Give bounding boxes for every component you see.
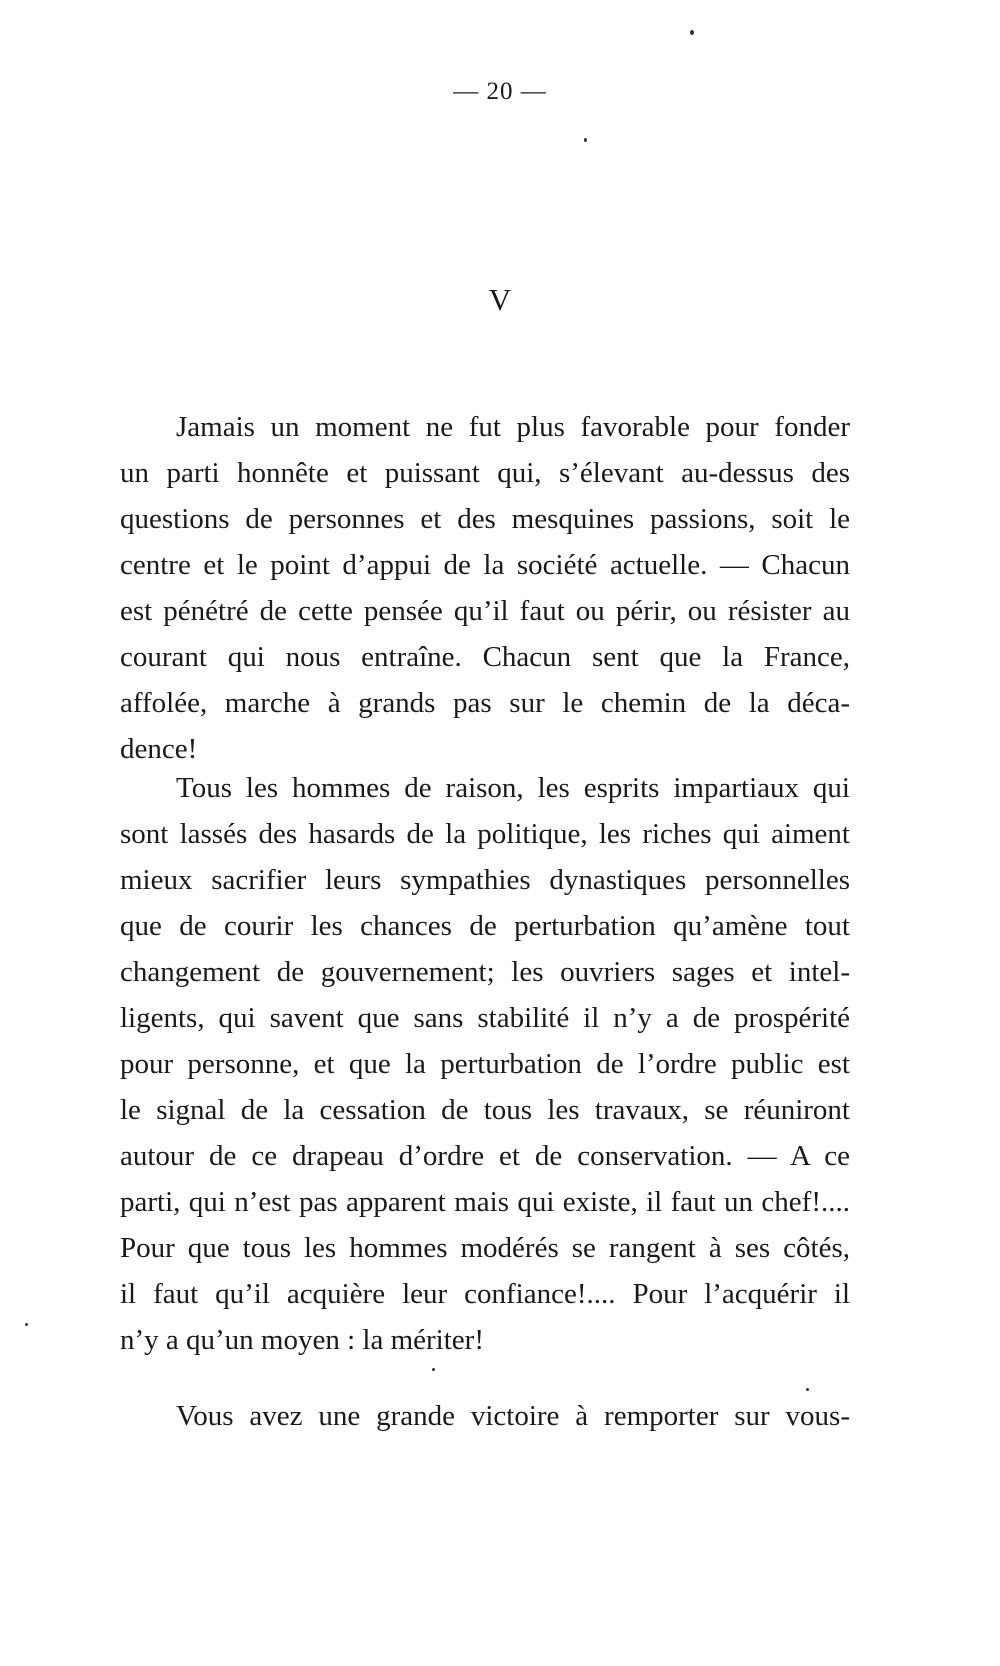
text-line: dence! (120, 733, 198, 765)
text-line: changement de gouvernement; les ouvriers sages et intel- (120, 956, 850, 988)
text-line: mieux sacrifier leurs sympathies dynastiques personnelles (120, 864, 850, 896)
text-line: questions de personnes et des mesquines passions, soit le (120, 503, 850, 535)
dust-speck (25, 1323, 28, 1326)
text-line: un parti honnête et puissant qui, s’élevant au-dessus des (120, 457, 850, 489)
text-line: le signal de la cessation de tous les travaux, se réuniront (120, 1094, 850, 1126)
text-line: n’y a qu’un moyen : la mériter! (120, 1324, 484, 1356)
text-line: est pénétré de cette pensée qu’il faut ou périr, ou résister au (120, 595, 850, 627)
paragraph-1 (120, 404, 850, 772)
text-line: il faut qu’il acquière leur confiance!.... Pour l’acquérir il (120, 1278, 850, 1310)
paragraph-3 (120, 1393, 850, 1439)
dust-speck (584, 138, 587, 142)
text-line: courant qui nous entraîne. Chacun sent que la France, (120, 641, 850, 673)
dust-speck (432, 1368, 435, 1371)
text-line: affolée, marche à grands pas sur le chemin de la déca- (120, 687, 850, 719)
dust-speck (806, 1388, 809, 1391)
text-line: parti, qui n’est pas apparent mais qui existe, il faut un chef!.... (120, 1186, 850, 1218)
chapter-heading: V (488, 282, 512, 317)
text-line: sont lassés des hasards de la politique, les riches qui aiment (120, 818, 850, 850)
paragraph-2 (120, 765, 850, 1363)
text-line: autour de ce drapeau d’ordre et de conservation. — A ce (120, 1140, 850, 1172)
text-line: pour personne, et que la perturbation de l’ordre public est (120, 1048, 850, 1080)
text-line: Tous les hommes de raison, les esprits impartiaux qui (176, 772, 850, 804)
page-number: — 20 — (453, 78, 547, 105)
dust-speck (690, 30, 694, 35)
text-line: Jamais un moment ne fut plus favorable pour fonder (176, 411, 850, 443)
text-line: ligents, qui savent que sans stabilité il n’y a de prospérité (120, 1002, 850, 1034)
text-line: centre et le point d’appui de la société actuelle. — Chacun (120, 549, 850, 581)
text-line: que de courir les chances de perturbation qu’amène tout (120, 910, 850, 942)
text-line: Pour que tous les hommes modérés se rangent à ses côtés, (120, 1232, 850, 1264)
text-line: Vous avez une grande victoire à remporter sur vous- (176, 1400, 850, 1432)
